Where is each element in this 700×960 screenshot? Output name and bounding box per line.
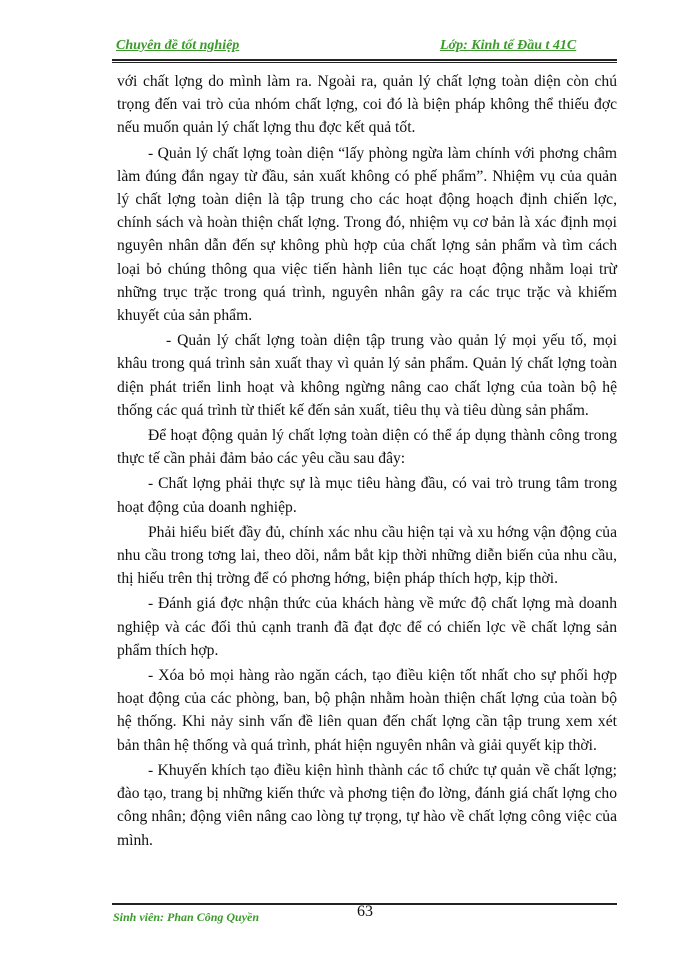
paragraph: - Quản lý chất lợng toàn diện tập trung vào quản lý mọi yếu tố, mọi khâu trong quá trình sản xuất thay vì quản lý sản phẩm. Quản lý chất lợng toàn diện phát triển linh hoạt và không ngừng nâng cao chất lợng của toàn bộ hệ thống các quá trình từ thiết kế đến sản xuất, tiêu thụ và tiêu dùng sản phẩm. (117, 332, 617, 419)
header-rule (112, 59, 617, 61)
header-title-right: Lớp: Kinh tế Đầu t 41C (440, 38, 577, 53)
header-rule-thin (112, 62, 617, 63)
paragraph: - Khuyến khích tạo điều kiện hình thành các tổ chức tự quản về chất lợng; đào tạo, trang bị những kiến thức và phơng tiện đo lờng, đánh giá chất lợng cho công nhân; động viên nâng cao lòng tự trọng, tự hào về chất lợng công việc của mình. (117, 761, 617, 849)
document-body (117, 70, 617, 852)
header-title-left: Chuyên đề tốt nghiệp (116, 38, 240, 53)
paragraph: - Đánh giá đợc nhận thức của khách hàng về mức độ chất lợng mà doanh nghiệp và các đối thủ cạnh tranh đã đạt đợc để có chiến lợc về chất lợng sản phẩm thích hợp. (117, 595, 617, 659)
paragraph: Để hoạt động quản lý chất lợng toàn diện có thể áp dụng thành công trong thực tế cần phải đảm bảo các yêu cầu sau đây: (117, 427, 617, 468)
paragraph: với chất lợng do mình làm ra. Ngoài ra, quản lý chất lợng toàn diện còn chú trọng đến vai trò của nhóm chất lợng, coi đó là biện pháp không thể thiếu đợc nếu muốn quản lý chất lợng thu đợc kết quả tốt. (117, 73, 617, 137)
paragraph: - Quản lý chất lợng toàn diện “lấy phòng ngừa làm chính với phơng châm làm đúng đắn ngay từ đầu, sản xuất không có phế phẩm”. Nhiệm vụ của quản lý chất lợng toàn diện là tập trung cho các hoạt động hoạch định chiến lợc, chính sách và hoàn thiện chất lợng. Trong đó, nhiệm vụ cơ bản là xác định mọi nguyên nhân dẫn đến sự không phù hợp của chất lợng sản phẩm và tìm cách loại bỏ chúng thông qua việc tiến hành liên tục các hoạt động nhằm loại trừ những trục trặc trong quá trình, nguyên nhân gây ra các trục trặc và khiếm khuyết của sản phẩm. (117, 144, 617, 325)
paragraph: Phải hiểu biết đầy đủ, chính xác nhu cầu hiện tại và xu hớng vận động của nhu cầu trong tơng lai, theo dõi, nắm bắt kịp thời những diễn biến của nhu cầu, thị hiếu trên thị trờng để có phơng hớng, biện pháp thích hợp, kịp thời. (117, 523, 617, 588)
paragraph: - Xóa bỏ mọi hàng rào ngăn cách, tạo điều kiện tốt nhất cho sự phối hợp hoạt động của các phòng, ban, bộ phận nhằm hoàn thiện chất lợng của toàn bộ hệ thống. Khi nảy sinh vấn đề liên quan đến chất lợng cần tập trung xem xét bản thân hệ thống và quá trình, phát hiện nguyên nhân và giải quyết kịp thời. (117, 667, 617, 754)
paragraph: - Chất lợng phải thực sự là mục tiêu hàng đầu, có vai trò trung tâm trong hoạt động của doanh nghiệp. (117, 475, 617, 516)
footer-student-name: Sinh viên: Phan Công Quyền (113, 910, 260, 924)
page-number: 63 (357, 903, 373, 920)
